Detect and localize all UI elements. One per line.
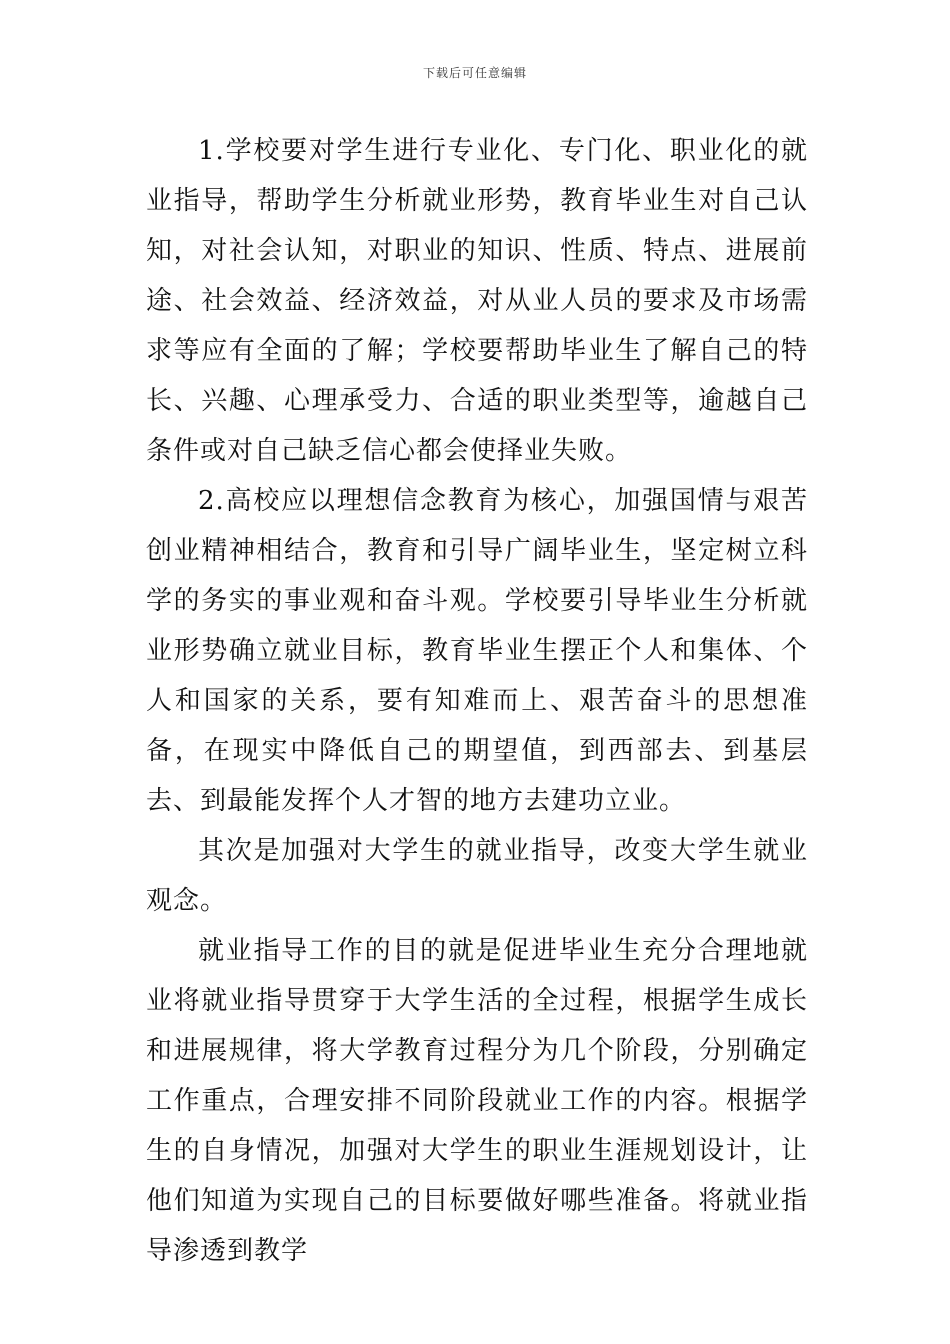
document-body — [146, 126, 808, 1276]
paragraph-2: 2.高校应以理想信念教育为核心，加强国情与艰苦创业精神相结合，教育和引导广阔毕业生，坚定树立科学的务实的事业观和奋斗观。学校要引导毕业生分析就业形势确立就业目标，教育毕业生摆正个人和集体、个人和国家的关系，要有知难而上、艰苦奋斗的思想准备，在现实中降低自己的期望值，到西部去、到基层去、到最能发挥个人才智的地方去建功立业。 — [146, 486, 808, 816]
paragraph-3: 其次是加强对大学生的就业指导，改变大学生就业观念。 — [146, 836, 808, 916]
paragraph-1: 1.学校要对学生进行专业化、专门化、职业化的就业指导，帮助学生分析就业形势，教育毕业生对自己认知，对社会认知，对职业的知识、性质、特点、进展前途、社会效益、经济效益，对从业人员的要求及市场需求等应有全面的了解；学校要帮助毕业生了解自己的特长、兴趣、心理承受力、合适的职业类型等，逾越自己条件或对自己缺乏信心都会使择业失败。 — [146, 136, 808, 466]
paragraph-4: 就业指导工作的目的就是促进毕业生充分合理地就业将就业指导贯穿于大学生活的全过程，根据学生成长和进展规律，将大学教育过程分为几个阶段，分别确定工作重点，合理安排不同阶段就业工作的内容。根据学生的自身情况，加强对大学生的职业生涯规划设计，让他们知道为实现自己的目标要做好哪些准备。将就业指导渗透到教学 — [146, 936, 808, 1266]
header-note: 下载后可任意编辑 — [422, 66, 527, 80]
